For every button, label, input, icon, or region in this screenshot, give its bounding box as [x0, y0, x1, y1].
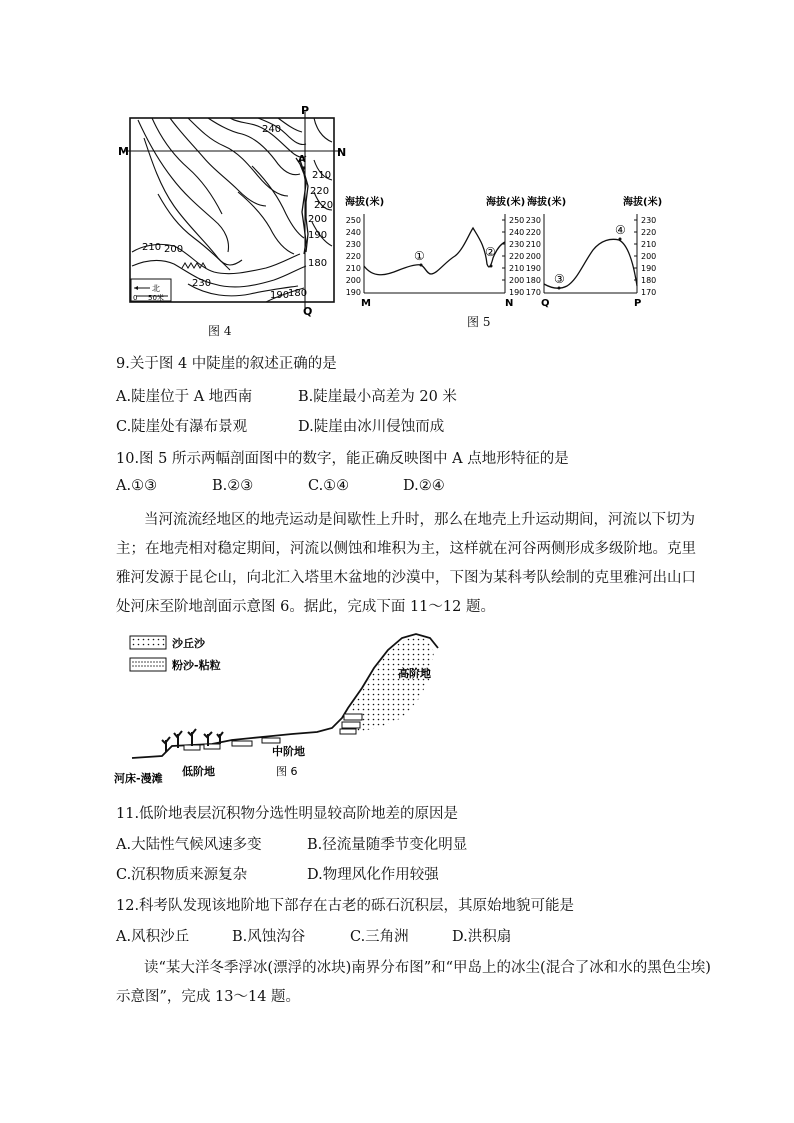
north-label: 北 [152, 284, 160, 293]
passage-ice-line-2: 示意图”，完成 13～14 题。 [116, 989, 301, 1005]
svg-text:220: 220 [345, 252, 361, 261]
passage-terraces [116, 506, 696, 622]
svg-text:海拔(米): 海拔(米) [345, 197, 385, 208]
question-12-option-c: C.三角洲 [350, 929, 409, 945]
question-11-option-a: A.大陆性气候风速多变 [116, 837, 262, 853]
figure-4-caption: 图 4 [208, 324, 232, 338]
svg-text:230: 230 [345, 240, 361, 249]
svg-text:220: 220 [641, 228, 657, 237]
svg-text:240: 240 [509, 228, 525, 237]
svg-text:230: 230 [509, 240, 525, 249]
passage-terraces-line-1: 当河流流经地区的地壳运动是间歇性上升时，那么在地壳上升运动期间，河流以下切为 [144, 512, 695, 528]
marker-4: ④ [615, 223, 626, 237]
passage-terraces-line-4: 处河床至阶地剖面示意图 6。据此，完成下面 11～12 题。 [116, 599, 495, 615]
passage-terraces-line-3: 雅河发源于昆仑山，向北汇入塔里木盆地的沙漠中，下图为某科考队绘制的克里雅河出山口 [116, 570, 696, 586]
question-12-stem: 12.科考队发现该地阶地下部存在古老的砾石沉积层，其原始地貌可能是 [116, 898, 575, 914]
legend-sand-label: 沙丘沙 [172, 637, 205, 650]
question-10-stem: 10.图 5 所示两幅剖面图中的数字，能正确反映图中 A 点地形特征的是 [116, 451, 569, 467]
svg-text:220: 220 [314, 200, 334, 211]
legend-silt-swatch [130, 658, 166, 671]
svg-text:230: 230 [525, 216, 541, 225]
svg-text:180: 180 [288, 288, 308, 299]
question-12-option-d: D.洪积扇 [452, 929, 512, 945]
scale-zero: 0 [133, 294, 138, 302]
question-11-option-c: C.沉积物质来源复杂 [116, 867, 248, 883]
svg-text:230: 230 [641, 216, 657, 225]
figure-5-profiles [345, 190, 663, 310]
question-12-option-b: B.风蚀沟谷 [232, 929, 306, 945]
question-10-option-c: C.①④ [308, 478, 350, 494]
svg-text:210: 210 [312, 170, 332, 181]
svg-text:250: 250 [345, 216, 361, 225]
figure-5-caption: 图 5 [467, 315, 491, 329]
svg-text:N: N [505, 298, 514, 309]
contour-lines [132, 118, 332, 302]
svg-text:海拔(米): 海拔(米) [486, 197, 526, 208]
svg-text:210: 210 [509, 264, 525, 273]
svg-text:P: P [634, 298, 642, 309]
label-riverbed: 河床-漫滩 [114, 772, 163, 785]
question-10-option-a: A.①③ [116, 478, 158, 494]
svg-text:180: 180 [308, 258, 328, 269]
svg-text:200: 200 [525, 252, 541, 261]
svg-text:210: 210 [525, 240, 541, 249]
svg-text:190: 190 [641, 264, 657, 273]
svg-text:220: 220 [310, 186, 330, 197]
question-9-option-d: D.陡崖由冰川侵蚀而成 [298, 419, 445, 435]
question-11-option-b: B.径流量随季节变化明显 [307, 837, 468, 853]
marker-1: ① [414, 249, 425, 263]
svg-text:200: 200 [509, 276, 525, 285]
profile-qp [526, 195, 662, 309]
svg-text:200: 200 [164, 244, 184, 255]
label-high-terrace: 高阶地 [398, 667, 431, 680]
svg-text:250: 250 [509, 216, 525, 225]
question-10-option-d: D.②④ [403, 478, 445, 494]
passage-ice-line-1: 读“某大洋冬季浮冰(漂浮的冰块)南界分布图”和“甲岛上的冰尘(混合了冰和水的黑色尘埃) [144, 960, 711, 976]
svg-text:海拔(米): 海拔(米) [527, 197, 567, 208]
svg-text:210: 210 [345, 264, 361, 273]
svg-text:170: 170 [525, 288, 541, 297]
passage-ice [116, 954, 711, 1012]
profile-mn [345, 195, 525, 309]
question-10-option-b: B.②③ [212, 478, 254, 494]
question-9-option-b: B.陡崖最小高差为 20 米 [298, 389, 457, 405]
svg-text:200: 200 [641, 252, 657, 261]
question-12-option-a: A.风积沙丘 [116, 929, 190, 945]
label-p: P [301, 104, 310, 117]
scale-length: 50米 [148, 294, 164, 302]
svg-text:220: 220 [509, 252, 525, 261]
svg-text:190: 190 [525, 264, 541, 273]
svg-text:190: 190 [308, 230, 328, 241]
svg-text:200: 200 [345, 276, 361, 285]
question-11-stem: 11.低阶地表层沉积物分选性明显较高阶地差的原因是 [116, 806, 459, 822]
label-low-terrace: 低阶地 [182, 765, 215, 778]
question-9-stem: 9.关于图 4 中陡崖的叙述正确的是 [116, 356, 337, 372]
svg-text:220: 220 [525, 228, 541, 237]
svg-text:180: 180 [525, 276, 541, 285]
label-n: N [337, 146, 347, 159]
figure-6-terrace-profile [112, 628, 472, 788]
svg-text:210: 210 [142, 242, 162, 253]
svg-text:190: 190 [345, 288, 361, 297]
profile-mn-line [364, 228, 505, 275]
map-frame [130, 118, 334, 302]
legend-sand-swatch [130, 636, 166, 649]
question-11-option-d: D.物理风化作用较强 [307, 867, 439, 883]
svg-text:240: 240 [345, 228, 361, 237]
svg-text:200: 200 [308, 214, 328, 225]
figure-4-contour-map [118, 102, 348, 332]
marker-2: ② [485, 245, 496, 259]
svg-text:190: 190 [270, 290, 290, 301]
label-mid-terrace: 中阶地 [272, 745, 305, 758]
question-9-option-a: A.陡崖位于 A 地西南 [116, 389, 253, 405]
legend-silt-label: 粉沙-粘粒 [172, 659, 221, 672]
svg-text:230: 230 [192, 278, 212, 289]
label-q: Q [303, 305, 313, 318]
figure-6-caption: 图 6 [276, 765, 298, 778]
svg-text:210: 210 [641, 240, 657, 249]
svg-text:180: 180 [641, 276, 657, 285]
svg-text:240: 240 [262, 124, 282, 135]
marker-3: ③ [554, 272, 565, 286]
svg-text:海拔(米): 海拔(米) [623, 197, 663, 208]
label-m: M [118, 145, 129, 158]
label-a: A [298, 154, 306, 165]
svg-text:M: M [361, 298, 371, 309]
point-a [302, 166, 305, 169]
svg-text:170: 170 [641, 288, 657, 297]
svg-text:190: 190 [509, 288, 525, 297]
passage-terraces-line-2: 主；在地壳相对稳定期间，河流以侧蚀和堆积为主，这样就在河谷两侧形成多级阶地。克里 [116, 541, 696, 557]
question-9-option-c: C.陡崖处有瀑布景观 [116, 419, 248, 435]
svg-text:Q: Q [541, 298, 550, 309]
